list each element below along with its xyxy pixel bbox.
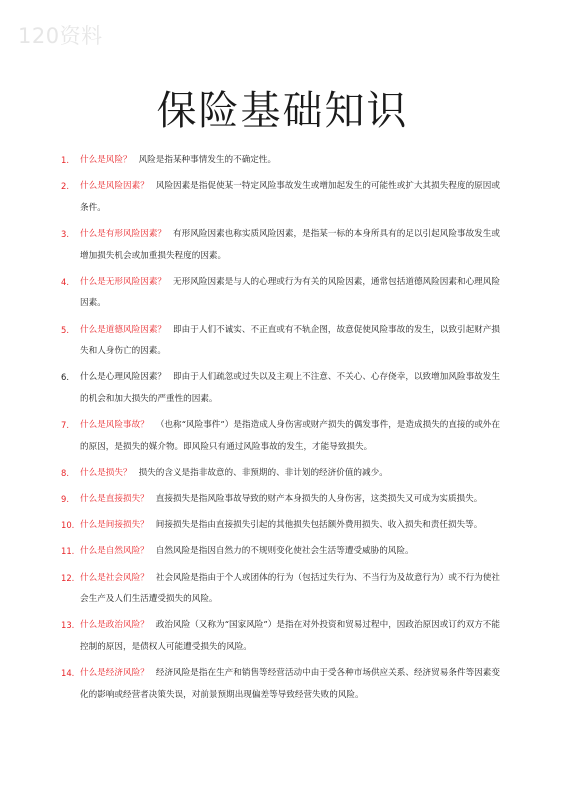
qa-list [61, 150, 500, 711]
list-item [61, 224, 500, 267]
item-number: 9. [61, 494, 69, 505]
list-item [61, 176, 500, 219]
item-number: 3. [61, 228, 69, 239]
item-number: 5. [61, 324, 69, 335]
answer: 即由于人们疏忽或过失以及主观上不注意、不关心、心存侥幸，以致增加风险事故发生的机会和加大损失的严重性的因素。 [80, 372, 500, 404]
list-item [61, 272, 500, 315]
list-item [61, 663, 500, 706]
answer: 风险因素是指促使某一特定风险事故发生或增加起发生的可能性或扩大其损失程度的原因或条件。 [80, 181, 500, 213]
item-number: 11. [61, 546, 75, 557]
item-number: 12. [61, 572, 75, 583]
answer: 经济风险是指在生产和销售等经营活动中由于受各种市场供应关系、经济贸易条件等因素变化的影响或经营者决策失误，对前景预期出现偏差等导致经营失败的风险。 [80, 668, 500, 700]
answer: 风险是指某种事情发生的不确定性。 [138, 155, 277, 165]
answer: 有形风险因素也称实质风险因素，是指某一标的本身所具有的足以引起风险事故发生或增加损失机会或加重损失程度的因素。 [80, 228, 500, 261]
item-number: 14. [61, 668, 75, 679]
answer: （也称“风险事件”）是指造成人身伤害或财产损失的偶发事件，是造成损失的直接的或外在的原因，是损失的媒介物。即风险只有通过风险事故的发生，才能导致损失。 [80, 420, 500, 452]
answer: 即由于人们不诚实、不正直或有不轨企图，故意促使风险事故的发生，以致引起财产损失和人身伤亡的因素。 [80, 324, 500, 357]
list-item [61, 150, 500, 172]
list-item [61, 320, 500, 363]
watermark: 120资料 [18, 24, 103, 48]
item-number: 10. [61, 520, 75, 531]
item-number: 7. [61, 420, 69, 431]
answer: 社会风险是指由于个人或团体的行为（包括过失行为、不当行为及故意行为）或不行为使社会生产及人们生活遭受损失的风险。 [80, 572, 500, 605]
list-item [61, 615, 500, 658]
question: 什么是损失？ [80, 467, 132, 478]
answer: 直接损失是指风险事故导致的财产本身损失的人身伤害，这类损失又可成为实质损失。 [155, 494, 483, 505]
list-item [61, 489, 500, 511]
answer: 政治风险（又称为“国家风险”）是指在对外投资和贸易过程中，因政治原因或订约双方不能控制的原因，是债权人可能遭受损失的风险。 [80, 620, 500, 652]
item-number: 1. [61, 155, 69, 165]
question: 什么是政治风险？ [80, 620, 149, 631]
question: 什么是无形风险因素？ [80, 276, 167, 287]
question: 什么是经济风险？ [80, 668, 149, 679]
question: 什么是心理风险因素？ [80, 372, 167, 383]
question: 什么是直接损失？ [80, 494, 149, 505]
answer: 损失的含义是指非故意的、非预期的、非计划的经济价值的减少。 [138, 467, 388, 478]
page-title: 保险基础知识 [156, 88, 409, 134]
answer: 间接损失是指由直接损失引起的其他损失包括额外费用损失、收入损失和责任损失等。 [155, 520, 483, 531]
answer: 自然风险是指因自然力的不规则变化使社会生活等遭受威胁的风险。 [155, 546, 414, 557]
question: 什么是有形风险因素？ [80, 228, 167, 239]
list-item [61, 415, 500, 458]
item-number: 6. [61, 372, 69, 383]
question: 什么是风险？ [80, 155, 132, 165]
item-number: 8. [61, 467, 69, 478]
question: 什么是社会风险？ [80, 572, 149, 583]
item-number: 2. [61, 181, 69, 192]
list-item [61, 515, 500, 537]
answer: 无形风险因素是与人的心理或行为有关的风险因素，通常包括道德风险因素和心理风险因素。 [80, 276, 500, 309]
list-item [61, 568, 500, 611]
list-item [61, 463, 500, 485]
list-item [61, 541, 500, 563]
list-item [61, 367, 500, 410]
question: 什么是间接损失？ [80, 520, 149, 531]
question: 什么是自然风险？ [80, 546, 149, 557]
question: 什么是风险因素？ [80, 181, 149, 192]
item-number: 4. [61, 276, 69, 287]
item-number: 13. [61, 620, 75, 631]
question: 什么是风险事故？ [80, 420, 149, 431]
question: 什么是道德风险因素？ [80, 324, 167, 335]
